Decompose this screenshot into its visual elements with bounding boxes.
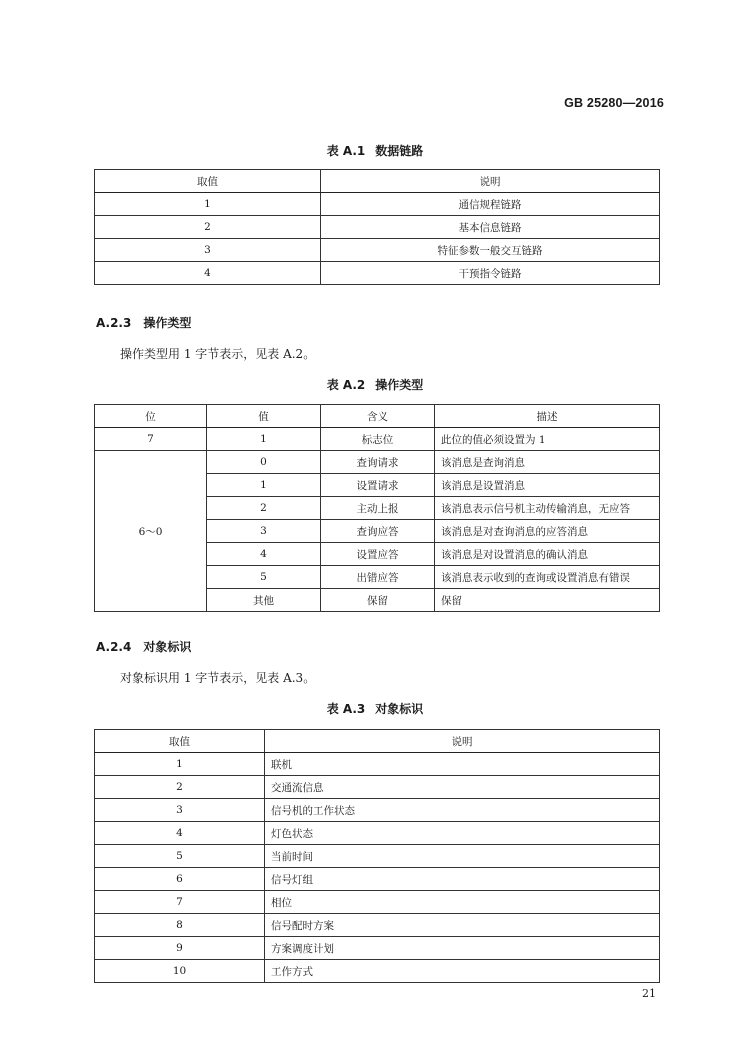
table-a2-cell-desc: 该消息是设置消息 [435, 474, 660, 497]
table-a2-cell-desc: 该消息是查询消息 [435, 451, 660, 474]
table-a1-cell-desc: 特征参数一般交互链路 [321, 239, 660, 262]
section-a24-title: 对象标识 [143, 640, 192, 654]
table-a2-cell-value: 5 [207, 566, 321, 589]
table-a3-cell-value: 4 [95, 822, 265, 845]
table-a2-cell-value: 4 [207, 543, 321, 566]
table-a2-cell-desc: 该消息是对设置消息的确认消息 [435, 543, 660, 566]
table-a3-cell-value: 8 [95, 914, 265, 937]
table-a2-caption-number: 表 A.2 [326, 378, 366, 392]
table-row [95, 239, 660, 262]
table-a2-cell-meaning: 设置应答 [321, 543, 435, 566]
table-a2-caption-title: 操作类型 [375, 378, 424, 392]
table-a3-header-value: 取值 [95, 730, 265, 753]
table-a2-cell-meaning: 出错应答 [321, 566, 435, 589]
table-a3-cell-value: 10 [95, 960, 265, 983]
table-a3-cell-desc: 信号机的工作状态 [265, 799, 660, 822]
table-a3 [94, 729, 660, 983]
table-a2-cell-meaning: 查询应答 [321, 520, 435, 543]
table-row [95, 193, 660, 216]
table-a3-cell-value: 3 [95, 799, 265, 822]
table-a2-header-desc: 描述 [435, 405, 660, 428]
table-a3-header-row [95, 730, 660, 753]
table-row [95, 799, 660, 822]
table-a1-cell-value: 4 [95, 262, 321, 285]
table-a1-cell-value: 1 [95, 193, 321, 216]
table-a1-header-row [95, 170, 660, 193]
table-a3-caption-title: 对象标识 [375, 702, 424, 716]
table-a2-cell-value: 3 [207, 520, 321, 543]
table-a1-header-desc: 说明 [321, 170, 660, 193]
table-a2-cell-desc: 保留 [435, 589, 660, 612]
table-a3-cell-value: 6 [95, 868, 265, 891]
table-row [95, 868, 660, 891]
section-a23-title: 操作类型 [143, 316, 192, 330]
table-a2-cell-value: 其他 [207, 589, 321, 612]
table-a1-caption [0, 142, 750, 159]
table-a1-cell-value: 2 [95, 216, 321, 239]
table-a2-cell-desc: 该消息是对查询消息的应答消息 [435, 520, 660, 543]
table-a2 [94, 404, 660, 612]
section-a23-paragraph: 操作类型用 1 字节表示，见表 A.2。 [120, 347, 316, 361]
table-a3-cell-value: 1 [95, 753, 265, 776]
table-a1-cell-desc: 干预指令链路 [321, 262, 660, 285]
table-a3-cell-desc: 工作方式 [265, 960, 660, 983]
section-a24-number: A.2.4 [96, 640, 132, 654]
table-row [95, 960, 660, 983]
table-a3-cell-desc: 相位 [265, 891, 660, 914]
table-a3-cell-desc: 信号配时方案 [265, 914, 660, 937]
table-a2-cell-meaning: 标志位 [321, 428, 435, 451]
table-a3-cell-value: 2 [95, 776, 265, 799]
table-a3-cell-value: 5 [95, 845, 265, 868]
table-a2-cell-desc: 此位的值必须设置为 1 [435, 428, 660, 451]
table-a2-cell-value: 1 [207, 428, 321, 451]
table-row [95, 891, 660, 914]
standard-code: GB 25280—2016 [564, 96, 664, 110]
table-a2-cell-bit-group: 6～0 [95, 451, 207, 612]
table-a2-caption [0, 376, 750, 393]
table-row [95, 216, 660, 239]
table-a1-cell-desc: 通信规程链路 [321, 193, 660, 216]
table-a3-cell-desc: 信号灯组 [265, 868, 660, 891]
table-row [95, 845, 660, 868]
table-a3-cell-desc: 方案调度计划 [265, 937, 660, 960]
table-a3-header-desc: 说明 [265, 730, 660, 753]
page-number: 21 [642, 987, 656, 1000]
table-row [95, 776, 660, 799]
section-a24-paragraph: 对象标识用 1 字节表示，见表 A.3。 [120, 671, 316, 685]
table-a2-cell-desc: 该消息表示信号机主动传输消息，无应答 [435, 497, 660, 520]
table-a2-cell-bit: 7 [95, 428, 207, 451]
table-a2-cell-value: 0 [207, 451, 321, 474]
table-a2-cell-meaning: 主动上报 [321, 497, 435, 520]
table-a2-cell-meaning: 保留 [321, 589, 435, 612]
table-a3-cell-desc: 联机 [265, 753, 660, 776]
table-a1-cell-desc: 基本信息链路 [321, 216, 660, 239]
table-a3-cell-value: 7 [95, 891, 265, 914]
table-a2-cell-desc: 该消息表示收到的查询或设置消息有错误 [435, 566, 660, 589]
section-a24-heading [96, 638, 191, 655]
table-row [95, 262, 660, 285]
table-a1-cell-value: 3 [95, 239, 321, 262]
table-a1-caption-title: 数据链路 [375, 144, 424, 158]
section-a23-heading [96, 314, 191, 331]
table-a3-cell-desc: 灯色状态 [265, 822, 660, 845]
table-row [95, 937, 660, 960]
table-a2-header-meaning: 含义 [321, 405, 435, 428]
table-a1-header-value: 取值 [95, 170, 321, 193]
table-a3-caption [0, 700, 750, 717]
table-a1 [94, 169, 660, 285]
table-a2-header-value: 值 [207, 405, 321, 428]
table-a1-caption-number: 表 A.1 [326, 144, 366, 158]
table-a2-cell-meaning: 设置请求 [321, 474, 435, 497]
table-row [95, 753, 660, 776]
table-row [95, 428, 660, 451]
table-a2-header-row [95, 405, 660, 428]
table-a2-cell-value: 2 [207, 497, 321, 520]
table-a3-cell-desc: 交通流信息 [265, 776, 660, 799]
section-a23-number: A.2.3 [96, 316, 132, 330]
table-a2-cell-meaning: 查询请求 [321, 451, 435, 474]
table-a2-cell-value: 1 [207, 474, 321, 497]
table-row [95, 451, 660, 474]
table-a3-cell-value: 9 [95, 937, 265, 960]
table-a2-header-bit: 位 [95, 405, 207, 428]
table-row [95, 822, 660, 845]
table-a3-cell-desc: 当前时间 [265, 845, 660, 868]
table-a3-caption-number: 表 A.3 [326, 702, 366, 716]
table-row [95, 914, 660, 937]
